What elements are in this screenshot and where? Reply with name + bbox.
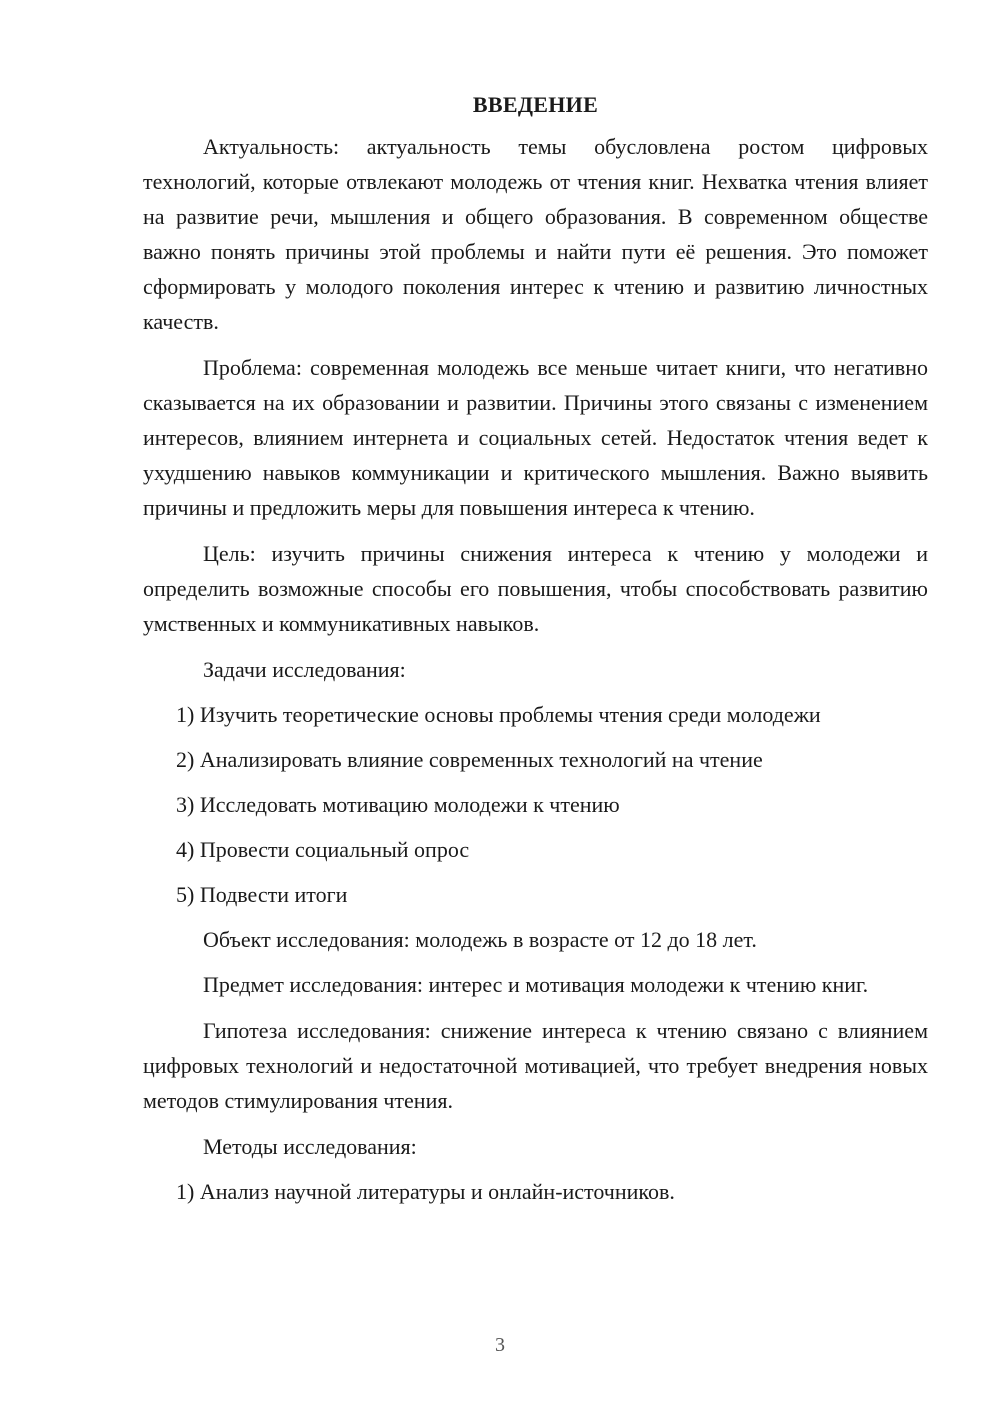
- page-number: 3: [495, 1334, 505, 1356]
- list-item: 5) Подвести итоги: [176, 882, 348, 907]
- list-item: 4) Провести социальный опрос: [176, 837, 470, 862]
- list-item: 1) Анализ научной литературы и онлайн-источников.: [176, 1179, 675, 1204]
- page-title: ВВЕДЕНИЕ: [472, 92, 599, 117]
- methods-heading: Методы исследования:: [203, 1134, 417, 1159]
- list-item: 2) Анализировать влияние современных технологий на чтение: [176, 747, 763, 772]
- list-item: 3) Исследовать мотивацию молодежи к чтению: [176, 792, 620, 817]
- relevance-paragraph: Актуальность: актуальность темы обусловлена ростом цифровых технологий, которые отвлекают молодежь от чтения книг. Нехватка чтения влияет на развитие речи, мышления и общего образования. В современном обществе важно понять причины этой проблемы и найти пути её решения. Это поможет сформировать у молодого поколения интерес к чтению и развитию личностных качеств.: [143, 134, 928, 334]
- object-paragraph: Объект исследования: молодежь в возрасте от 12 до 18 лет.: [203, 927, 757, 952]
- list-item: 1) Изучить теоретические основы проблемы чтения среди молодежи: [176, 702, 821, 727]
- problem-paragraph: Проблема: современная молодежь все меньше читает книги, что негативно сказывается на их образовании и развитии. Причины этого связаны с изменением интересов, влиянием интернета и социальных сетей. Недостаток чтения ведет к ухудшению навыков коммуникации и критического мышления. Важно выявить причины и предложить меры для повышения интереса к чтению.: [143, 355, 928, 520]
- hypothesis-paragraph: Гипотеза исследования: снижение интереса к чтению связано с влиянием цифровых технологий и недостаточной мотивацией, что требует внедрения новых методов стимулирования чтения.: [143, 1018, 928, 1113]
- tasks-heading: Задачи исследования:: [203, 657, 406, 682]
- document-page: [143, 88, 928, 1219]
- subject-paragraph: Предмет исследования: интерес и мотивация молодежи к чтению книг.: [203, 972, 869, 997]
- tasks-list: [143, 697, 928, 912]
- goal-paragraph: Цель: изучить причины снижения интереса к чтению у молодежи и определить возможные способы его повышения, чтобы способствовать развитию умственных и коммуникативных навыков.: [143, 541, 928, 636]
- methods-list: [143, 1174, 928, 1209]
